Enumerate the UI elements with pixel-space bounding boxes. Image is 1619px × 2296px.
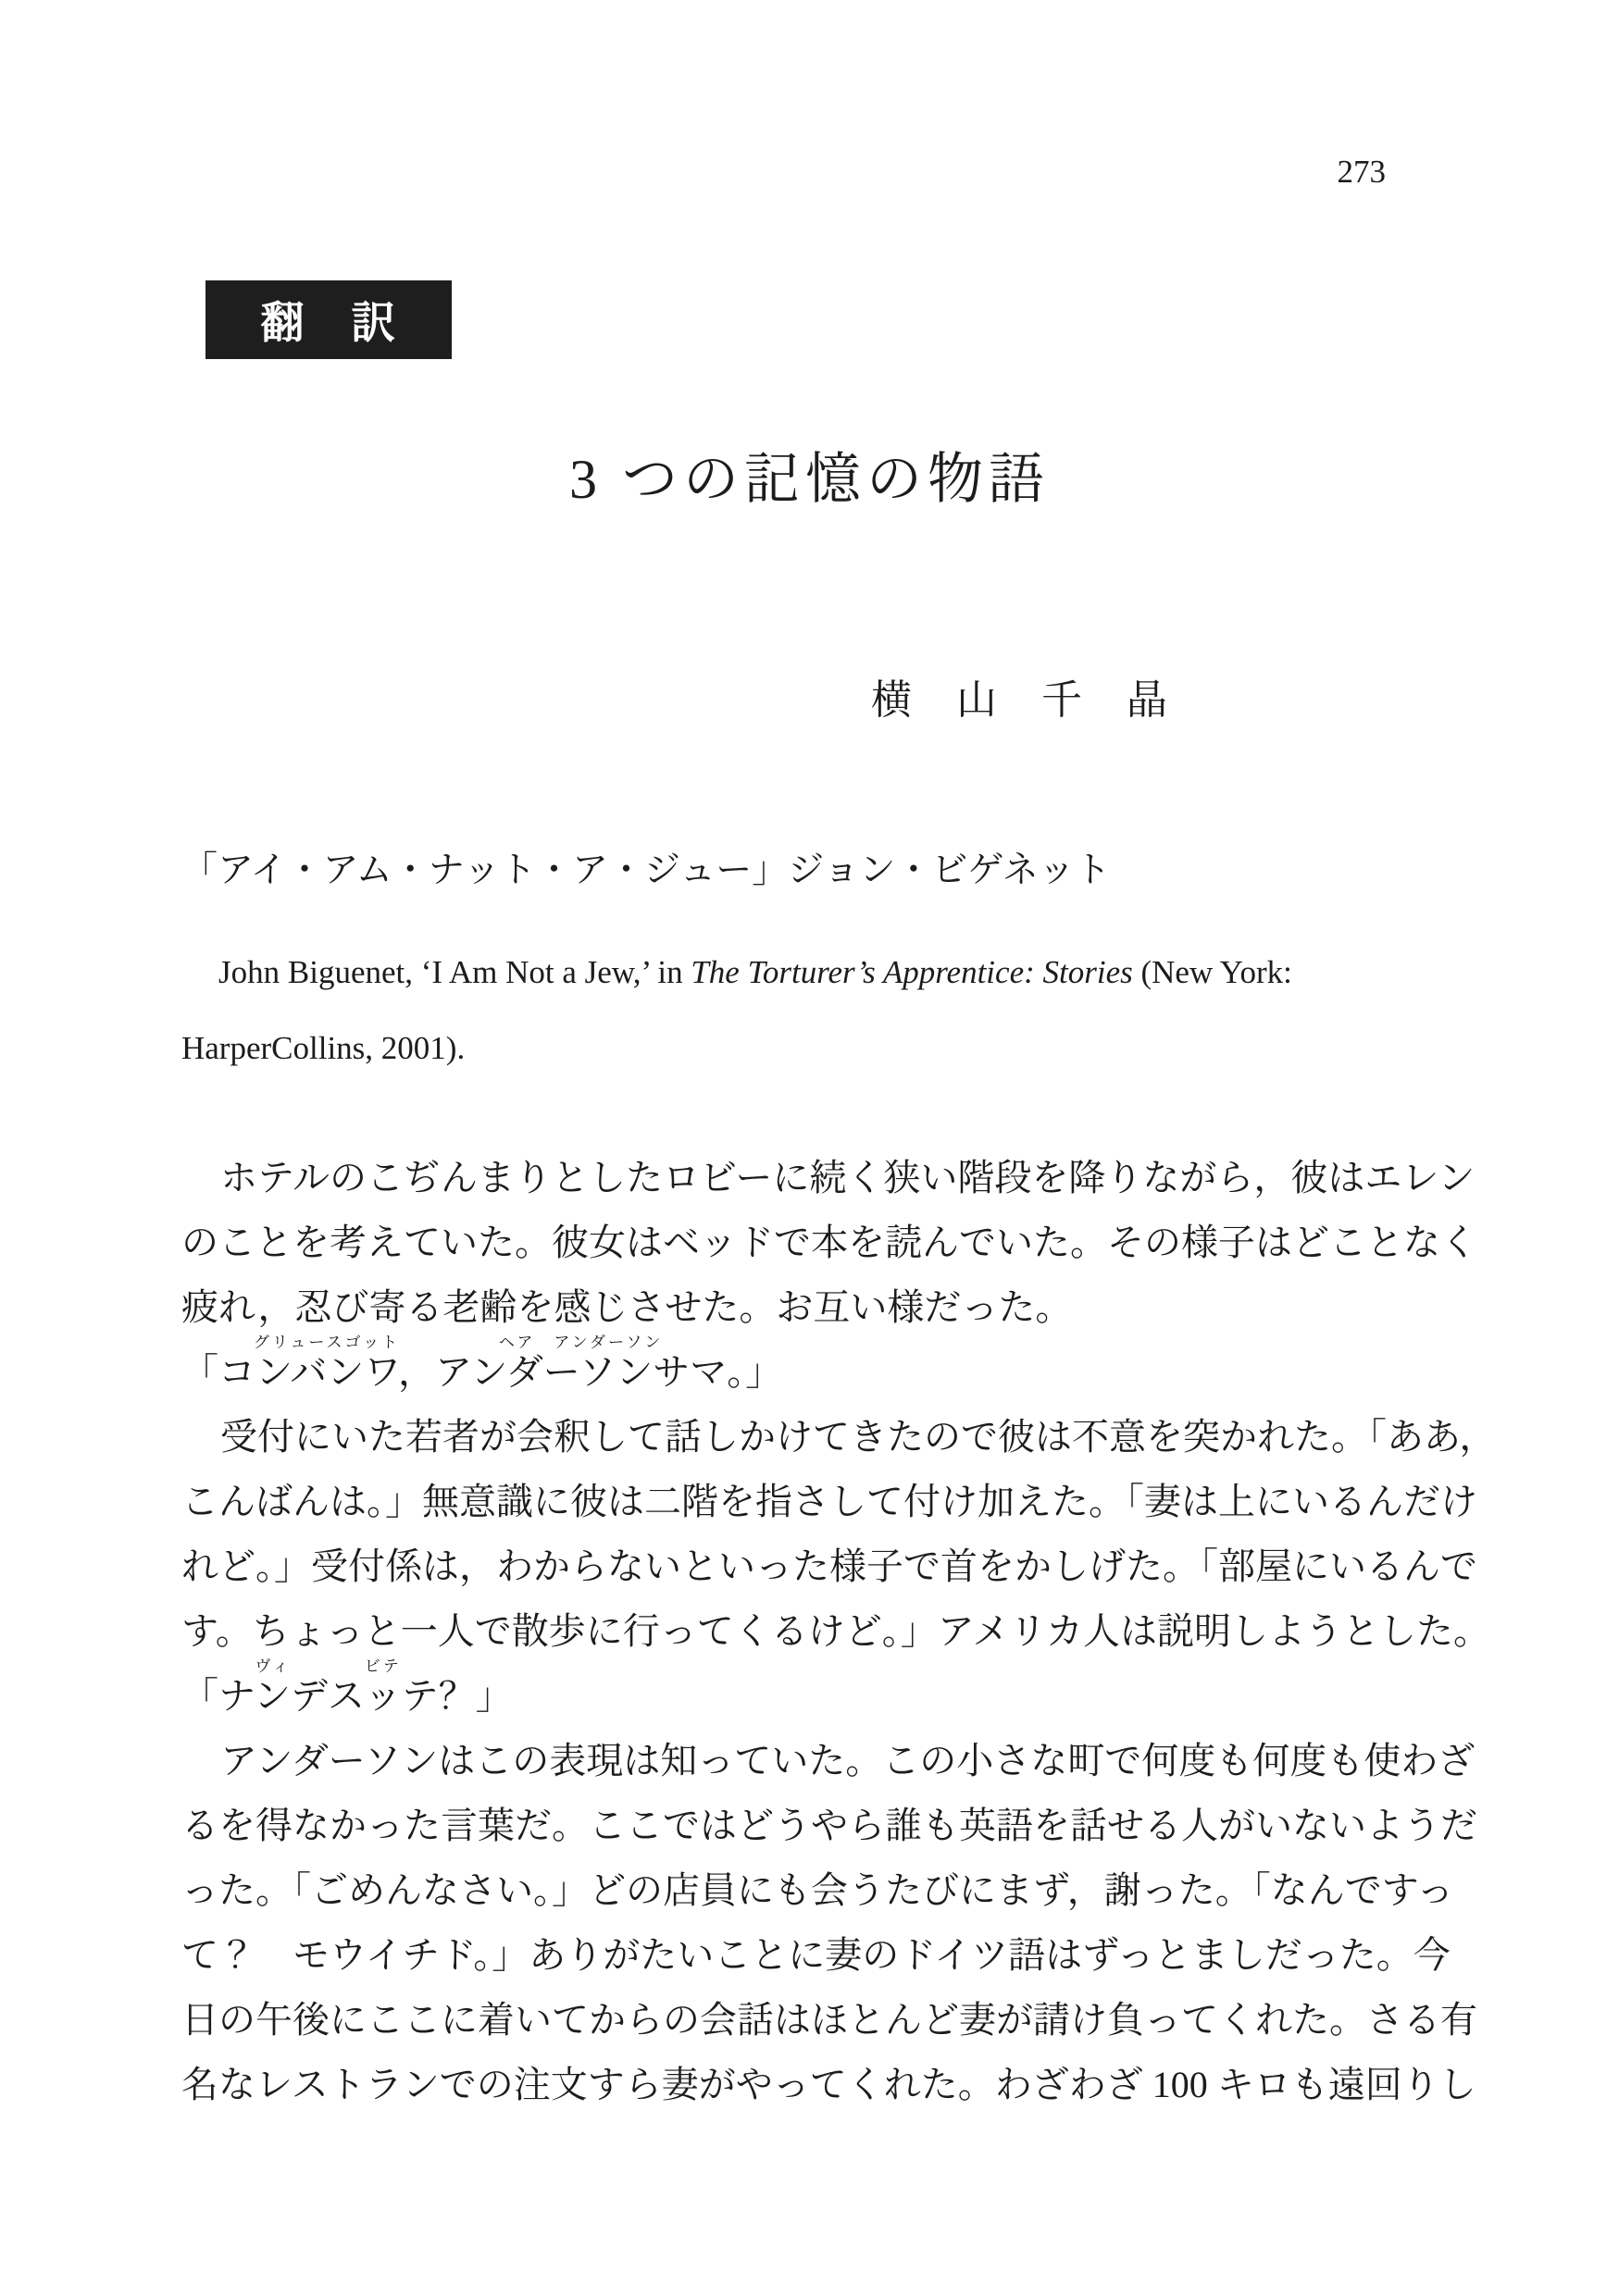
- ruby-annotation: ビテ: [364, 1657, 402, 1675]
- ruby-annotation: ヘア アンダーソン: [498, 1334, 664, 1351]
- body-text: [181, 1146, 1497, 2117]
- body-line: 「コンバンワ， グリュースゴット アンダーソンサマ ヘア アンダーソン 。」: [181, 1340, 1431, 1405]
- ruby-base: アンダーソンサマ ヘア アンダーソン: [435, 1334, 728, 1393]
- body-line: アンダーソンはこの表現は知っていた。この小さな町で何度も何度も使わざ: [220, 1740, 1476, 1781]
- body-line: れど。」受付係は，わからないといった様子で首をかしげた。「部屋にいるんで: [181, 1545, 1477, 1587]
- body-line: 名なレストランでの注文すら妻がやってくれた。わざわざ 100 キロも遠回りし: [181, 2064, 1476, 2105]
- body-line: 疲れ，忍び寄る老齢を感じさせた。お互い様だった。: [181, 1286, 1073, 1328]
- work-title-line: 「アイ・アム・ナット・ア・ジュー」ジョン・ビゲネット: [181, 850, 1111, 890]
- ruby-base: コンバンワ， グリュースゴット: [218, 1334, 435, 1393]
- body-line: こんばんは。」無意識に彼は二階を指さして付け加えた。「妻は上にいるんだけ: [181, 1481, 1477, 1522]
- body-line: のことを考えていた。彼女はベッドで本を読んでいた。その様子はどことなく: [181, 1222, 1477, 1263]
- body-line: て？ モウイチド。」ありがたいことに妻のドイツ語はずっとましだった。今: [181, 1934, 1451, 1976]
- ruby-annotation: グリュースゴット: [253, 1334, 401, 1351]
- ruby-base: ナンデ ヴィ: [218, 1657, 328, 1717]
- body-line: るを得なかった言葉だ。ここではどうやら誰も英語を話せる人がいないようだ: [181, 1805, 1477, 1846]
- section-label-honyaku: 翻 訳: [205, 280, 452, 359]
- ruby-annotation: ヴィ: [255, 1657, 292, 1675]
- citation-line-2: HarperCollins, 2001).: [181, 1030, 466, 1066]
- body-line: 日の午後にここに着いてからの会話はほとんど妻が請け負ってくれた。さる有: [181, 1999, 1477, 2041]
- article-title: 3 つの記憶の物語: [569, 449, 1050, 510]
- citation-line-1: [181, 935, 1431, 1011]
- body-line: す。ちょっと一人で散歩に行ってくるけど。」アメリカ人は説明しようとした。: [181, 1610, 1490, 1652]
- author-name: 横 山 千 晶: [871, 677, 1169, 723]
- body-line: 「ナンデ ヴィ スッテ ビテ ？」: [181, 1664, 1431, 1729]
- citation-pre: John Biguenet, ‘I Am Not a Jew,’ in: [218, 954, 691, 990]
- body-line: った。「ごめんなさい。」どの店員にも会うたびにまず，謝った。「なんですっ: [181, 1869, 1454, 1911]
- citation-book-title: The Torturer’s Apprentice: Stories: [691, 954, 1133, 990]
- ruby-base: スッテ ビテ: [328, 1657, 439, 1717]
- body-line: 受付にいた若者が会釈して話しかけてきたので彼は不意を突かれた。「ああ，: [220, 1416, 1497, 1458]
- citation-block: [181, 935, 1431, 1086]
- page-number: 273: [1337, 154, 1386, 190]
- body-line: ホテルのこぢんまりとしたロビーに続く狭い階段を降りながら，彼はエレン: [220, 1157, 1476, 1198]
- citation-post: (New York:: [1132, 954, 1292, 990]
